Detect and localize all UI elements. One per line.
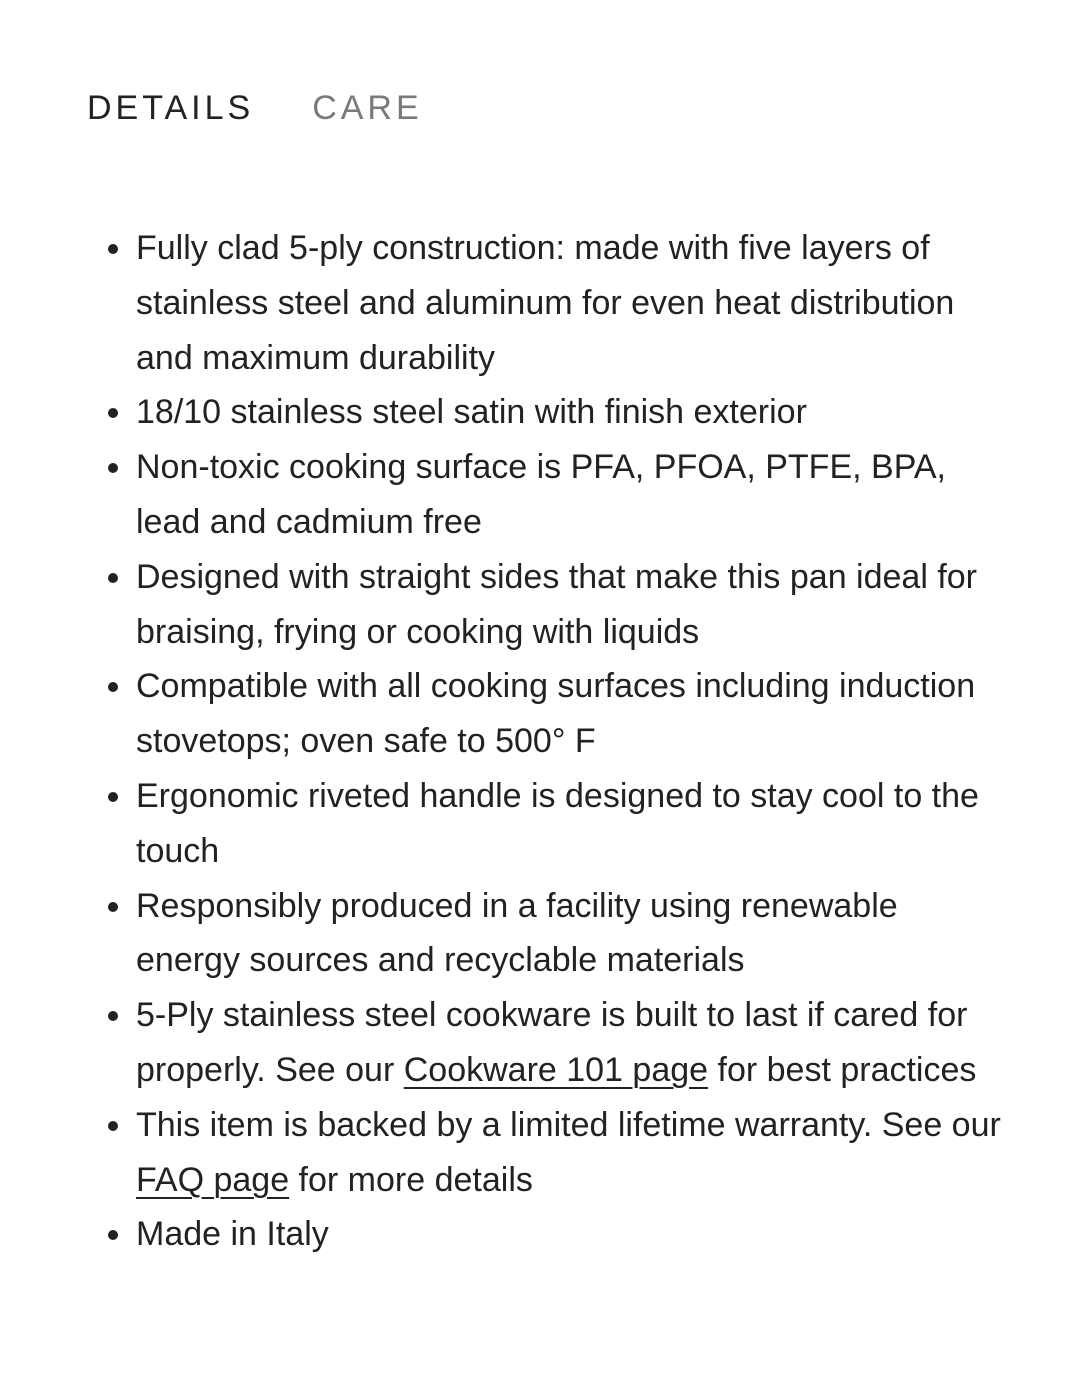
list-item-text-before-link: 5-Ply stainless steel cookware is built to last if cared for properly. See our [136, 996, 968, 1089]
list-item-text-before-link: This item is backed by a limited lifetime warranty. See our [136, 1105, 1001, 1144]
list-item [136, 769, 1006, 879]
tab-details[interactable]: DETAILS [87, 86, 254, 130]
details-list [136, 221, 1006, 1262]
bullet-icon [108, 1121, 118, 1131]
list-item-text-after-link: for best practices [708, 1050, 977, 1089]
list-item [136, 440, 1006, 550]
list-item [136, 221, 1006, 385]
list-item [136, 1098, 1006, 1208]
bullet-icon [108, 408, 118, 418]
list-item-text: Made in Italy [136, 1215, 329, 1254]
list-item-text: Compatible with all cooking surfaces including induction stovetops; oven safe to 500° F [136, 667, 976, 761]
list-item-text: Non-toxic cooking surface is PFA, PFOA, PTFE, BPA, lead and cadmium free [136, 448, 946, 541]
list-item-text: Fully clad 5-ply construction: made with five layers of stainless steel and aluminum for even heat distribution and maximum durability [136, 229, 955, 377]
bullet-icon [108, 902, 118, 912]
bullet-icon [108, 1011, 118, 1021]
list-item-text-after-link: for more details [289, 1160, 533, 1199]
list-item [136, 659, 1006, 769]
list-item-text: Ergonomic riveted handle is designed to stay cool to the touch [136, 776, 979, 870]
product-info-tabs [87, 86, 423, 130]
bullet-icon [108, 573, 118, 583]
bullet-icon [108, 1230, 118, 1240]
list-item [136, 385, 1006, 440]
list-item-text: 18/10 stainless steel satin with finish exterior [136, 393, 807, 432]
tab-care[interactable]: CARE [312, 86, 422, 130]
bullet-icon [108, 792, 118, 802]
faq-link[interactable]: FAQ page [136, 1160, 290, 1199]
bullet-icon [108, 682, 118, 692]
list-item [136, 1207, 1006, 1262]
cookware-101-link[interactable]: Cookware 101 page [403, 1050, 709, 1089]
list-item [136, 988, 1006, 1098]
list-item-text: Responsibly produced in a facility using renewable energy sources and recyclable materials [136, 886, 898, 980]
list-item [136, 879, 1006, 989]
bullet-icon [108, 463, 118, 473]
list-item [136, 550, 1006, 660]
list-item-text: Designed with straight sides that make this pan ideal for braising, frying or cooking with liquids [136, 557, 978, 651]
bullet-icon [108, 244, 118, 254]
